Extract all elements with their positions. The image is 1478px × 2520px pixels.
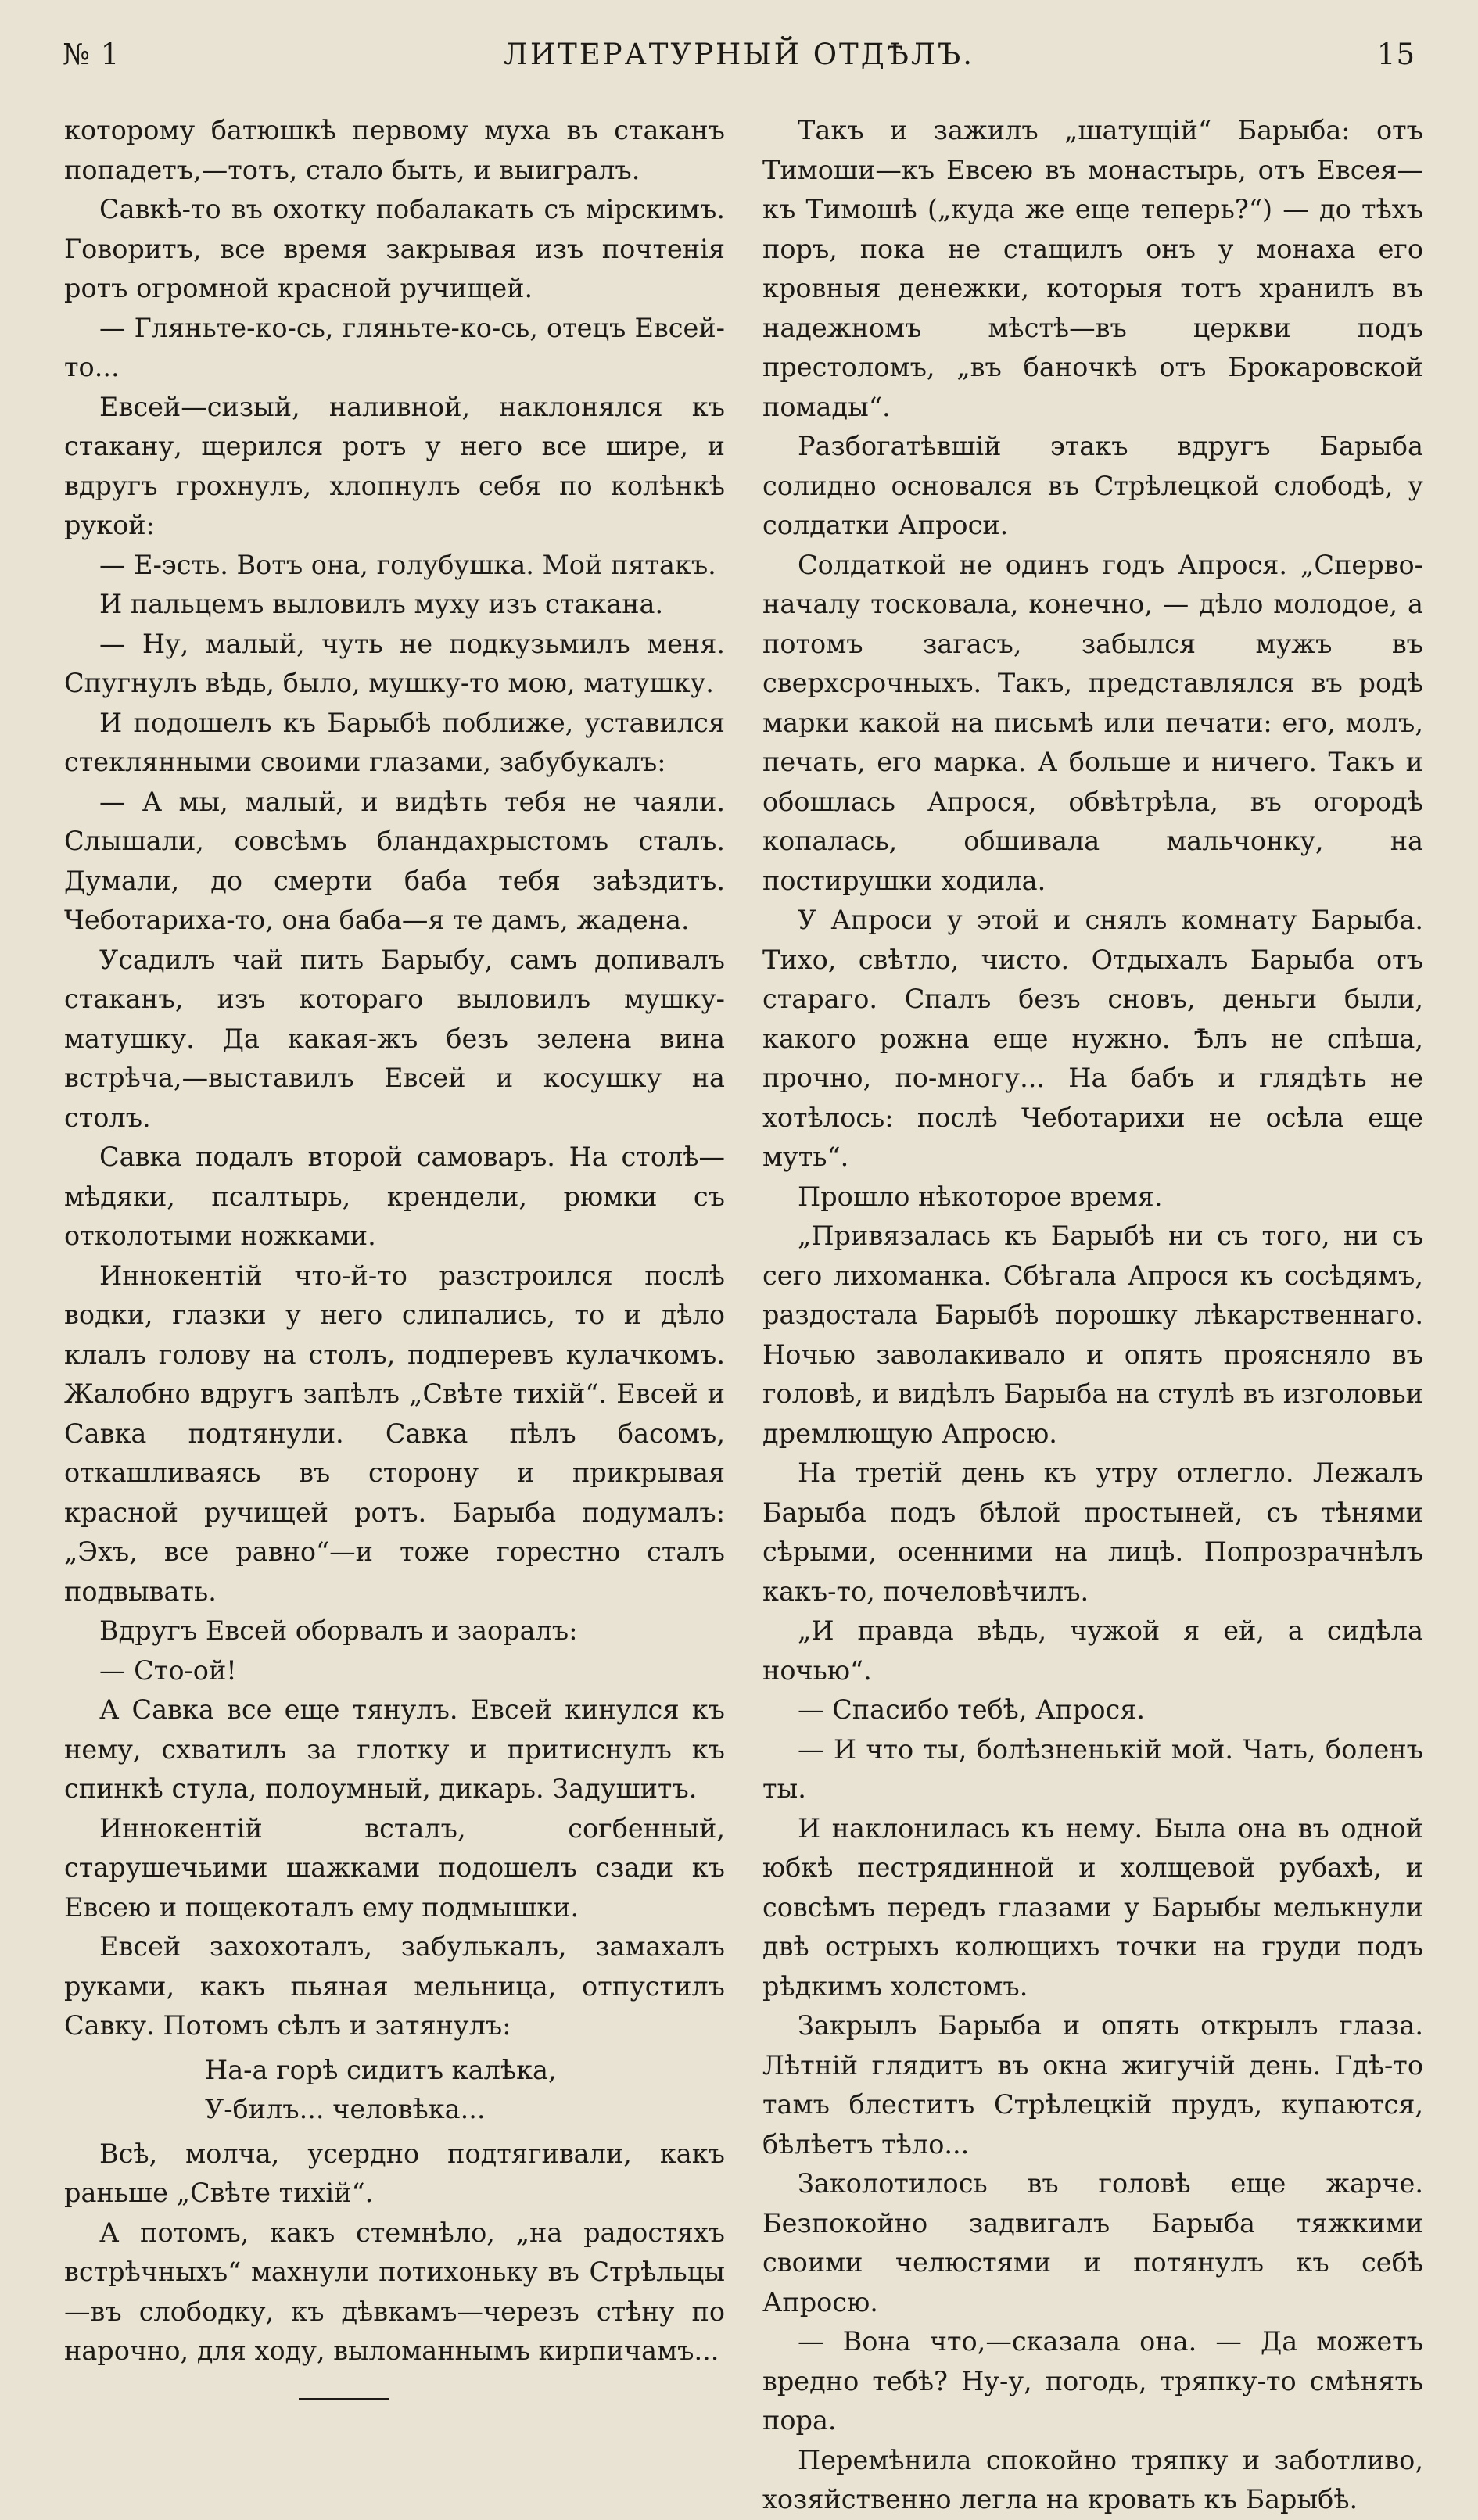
section-title: ЛИТЕРАТУРНЫЙ ОТДѢЛЪ. <box>503 38 975 71</box>
right-column <box>762 111 1423 2515</box>
paragraph: Разбогатѣвшій этакъ вдругъ Барыба солидно основался въ Стрѣлецкой слободѣ, у солдатки Апроси. <box>762 431 1423 540</box>
paragraph: И подошелъ къ Барыбѣ поближе, уставился стеклянными своими глазами, забубукалъ: <box>64 707 725 777</box>
paragraph: Всѣ, молча, усердно подтягивали, какъ раньше „Свѣте тихій“. <box>64 2138 725 2208</box>
paragraph: Савка подалъ второй самоваръ. На столѣ—мѣдяки, псалтырь, крендели, рюмки съ отколотыми ножками. <box>64 1142 725 1251</box>
verse-quote <box>205 2051 725 2130</box>
paragraph: — Вона что,—сказала она. — Да можетъ вредно тебѣ? Ну-у, погодь, тряпку-то смѣнять пора. <box>762 2326 1423 2436</box>
paragraph: И наклонилась къ нему. Была она въ одной юбкѣ пестрядинной и холщевой рубахѣ, и совсѣмъ передъ глазами у Барыбы мелькнули двѣ острыхъ колющихъ точки на груди подъ рѣдкимъ холстомъ. <box>762 1812 1423 2002</box>
paragraph: Иннокентій что-й-то разстроился послѣ водки, глазки у него слипались, то и дѣло клалъ голову на столъ, подперевъ кулачкомъ. Жалобно вдругъ запѣлъ „Свѣте тихій“. Евсей и Савка подтянули. Савка пѣлъ басомъ, откашливаясь въ сторону и прикрывая красной ручищей ротъ. Барыба подумалъ: „Эхъ, все равно“—и тоже горестно сталъ подвывать. <box>64 1260 725 1607</box>
paragraph: Савкѣ-то въ охотку побалакать съ мірскимъ. Говоритъ, все время закрывая изъ почтенія ротъ огромной красной ручищей. <box>64 194 725 303</box>
page-number: 15 <box>1376 38 1415 71</box>
paragraph: — А мы, малый, и видѣть тебя не чаяли. Слышали, совсѣмъ бландахрыстомъ сталъ. Думали, до смерти баба тебя заѣздитъ. Чеботариха-то, она баба—я те дамъ, жадена. <box>64 786 725 935</box>
paragraph: Усадилъ чай пить Барыбу, самъ допивалъ стаканъ, изъ котораго выловилъ мушку-матушку. Да какая-жъ безъ зелена вина встрѣча,—выставилъ Евсей и косушку на столъ. <box>64 944 725 1133</box>
paragraph: — Спасибо тебѣ, Апрося. <box>798 1694 1146 1725</box>
paragraph: „И правда вѣдь, чужой я ей, а сидѣла ночью“. <box>762 1615 1423 1686</box>
paragraph: — Сто-ой! <box>99 1654 237 1686</box>
paragraph: „Привязалась къ Барыбѣ ни съ того, ни съ сего лихоманка. Сбѣгала Апрося къ сосѣдямъ, раздостала Барыбѣ порошку лѣкарственнаго. Ночью заволакивало и опять прояснялo въ головѣ, и видѣлъ Барыба на стулѣ въ изголовьи дремлющую Апросю. <box>762 1221 1423 1449</box>
paragraph: которому батюшкѣ первому муха въ стаканъ попадетъ,—тотъ, стало быть, и выигралъ. <box>64 115 725 185</box>
paragraph: Перемѣнила спокойно тряпку и заботливо, хозяйственно легла на кровать къ Барыбѣ. <box>762 2444 1423 2515</box>
paragraph: — Е-эсть. Вотъ она, голубушка. Мой пятакъ. <box>99 549 716 580</box>
running-header <box>63 38 1415 92</box>
paragraph: Такъ и зажилъ „шатущій“ Барыба: отъ Тимоши—къ Евсею въ монастырь, отъ Евсея—къ Тимошѣ („куда же еще теперь?“) — до тѣхъ поръ, пока не стащилъ онъ у монаха его кровныя денежки, которыя тотъ хранилъ въ надежномъ мѣстѣ—въ церкви подъ престоломъ, „въ баночкѣ отъ Брокаровской помады“. <box>762 115 1423 422</box>
paragraph: У Апроси у этой и снялъ комнату Барыба. Тихо, свѣтло, чисто. Отдыхалъ Барыба отъ стараго. Спалъ безъ сновъ, деньги были, какого рожна еще нужно. Ѣлъ не спѣша, прочно, по-многу... На бабъ и глядѣть не хотѣлось: послѣ Чеботарихи не осѣла еще муть“. <box>762 905 1423 1172</box>
paragraph: Прошло нѣкоторое время. <box>798 1181 1163 1212</box>
paragraph: Закрылъ Барыба и опять открылъ глаза. Лѣтній глядитъ въ окна жигучій день. Гдѣ-то тамъ блеститъ Стрѣлецкій прудъ, купаются, бѣлѣетъ тѣло... <box>762 2010 1423 2160</box>
verse-line: На-а горѣ сидитъ калѣка, <box>205 2054 557 2085</box>
paragraph: Вдругъ Евсей оборвалъ и заоралъ: <box>99 1615 578 1646</box>
paragraph: Евсей—сизый, наливной, наклонялся къ стакану, щерился ротъ у него все шире, и вдругъ грохнулъ, хлопнулъ себя по колѣнкѣ рукой: <box>64 391 725 540</box>
paragraph: Солдаткой не одинъ годъ Апрося. „Сперво-началу тосковала, конечно, — дѣло молодое, а потомъ загасъ, забылся мужъ въ сверхсрочныхъ. Такъ, представлялся въ родѣ марки какой на письмѣ или печати: его, молъ, печать, его марка. А больше и ничего. Такъ и обошлась Апрося, обвѣтрѣла, въ огородѣ копалась, обшивала мальчонку, на постирушки ходила. <box>762 549 1423 896</box>
verse-line: У-билъ... человѣка... <box>205 2094 486 2124</box>
paragraph: — Гляньте-ко-сь, гляньте-ко-сь, отецъ Евсей-то... <box>64 312 725 382</box>
paragraph: И пальцемъ выловилъ муху изъ стакана. <box>99 589 664 619</box>
paragraph: А Савка все еще тянулъ. Евсей кинулся къ нему, схватилъ за глотку и притиснулъ къ спинкѣ стула, полоумный, дикарь. Задушитъ. <box>64 1694 725 1804</box>
paragraph: Заколотилось въ головѣ еще жарче. Безпокойно задвигалъ Барыба тяжкими своими челюстями и потянулъ къ себѣ Апросю. <box>762 2168 1423 2317</box>
paragraph: — Ну, малый, чуть не подкузьмилъ меня. Спугнулъ вѣдь, было, мушку-то мою, матушку. <box>64 628 725 698</box>
issue-number: № 1 <box>63 38 120 71</box>
paragraph: Евсей захохоталъ, забулькалъ, замахалъ руками, какъ пьяная мельница, отпустилъ Савку. Потомъ сѣлъ и затянулъ: <box>64 1931 725 2041</box>
left-column <box>64 111 725 2366</box>
paragraph: — И что ты, болѣзненькій мой. Чать, боленъ ты. <box>762 1733 1423 1804</box>
paragraph: А потомъ, какъ стемнѣло, „на радостяхъ встрѣчныхъ“ махнули потихоньку въ Стрѣльцы—въ слободку, къ дѣвкамъ—черезъ стѣну по нарочно, для ходу, выломаннымъ кирпичамъ... <box>64 2217 725 2366</box>
section-divider <box>299 2398 389 2400</box>
paragraph: На третій день къ утру отлегло. Лежалъ Барыба подъ бѣлой простыней, съ тѣнями сѣрыми, осенними на лицѣ. Попрозрачнѣлъ какъ-то, почеловѣчилъ. <box>762 1457 1423 1607</box>
paragraph: Иннокентій всталъ, согбенный, старушечьими шажками подошелъ сзади къ Евсею и пощекоталъ ему подмышки. <box>64 1812 725 1923</box>
